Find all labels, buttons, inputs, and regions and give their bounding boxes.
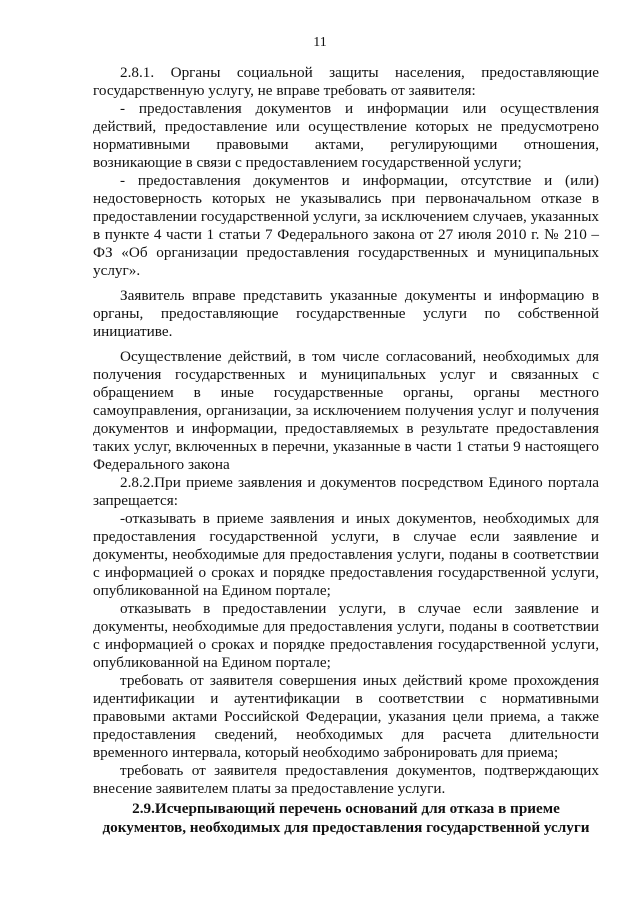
paragraph-list-item: - предоставления документов и информации или осуществления действий, предоставление или осуществление которых не предусмотрено нормативными правовыми актами, регулирующими отношения, возникающие в связи с предоставлением государственной услуги; [93, 100, 599, 171]
section-heading-2-9: 2.9.Исчерпывающий перечень оснований для отказа в приеме документов, необходимых для предоставления государственной услуги [102, 800, 590, 836]
paragraph-2-8-1: 2.8.1. Органы социальной защиты населения, предоставляющие государственную услугу, не вправе требовать от заявителя: [93, 64, 599, 99]
paragraph-actions: Осуществление действий, в том числе согласований, необходимых для получения государственных и муниципальных услуг и связанных с обращением в иные государственные органы, органы местного самоуправления, организации, за исключением получения услуг и получения документов и информации, предоставляемых в результате предоставления таких услуг, включенных в перечни, указанные в части 1 статьи 9 настоящего Федерального закона [93, 348, 599, 473]
paragraph-applicant-right: Заявитель вправе представить указанные документы и информацию в органы, предоставляющие государственные услуги по собственной инициативе. [93, 287, 599, 340]
paragraph-2-8-2: 2.8.2.При приеме заявления и документов посредством Единого портала запрещается: [93, 474, 599, 509]
page-number: 11 [313, 35, 327, 50]
paragraph-list-item: требовать от заявителя предоставления документов, подтверждающих внесение заявителем платы за предоставление услуги. [93, 762, 599, 797]
paragraph-list-item: требовать от заявителя совершения иных действий кроме прохождения идентификации и аутентификации в соответствии с нормативными правовыми актами Российской Федерации, указания цели приема, а также предоставления сведений, необходимых для расчета длительности временного интервала, который необходимо забронировать для приема; [93, 672, 599, 761]
paragraph-list-item: -отказывать в приеме заявления и иных документов, необходимых для предоставления государственной услуги, в случае если заявление и документы, необходимые для предоставления услуги, поданы в соответствии с информацией о сроках и порядке предоставления государственной услуги, опубликованной на Едином портале; [93, 510, 599, 599]
paragraph-list-item: отказывать в предоставлении услуги, в случае если заявление и документы, необходимые для предоставления услуги, поданы в соответствии с информацией о сроках и порядке предоставления государственной услуги, опубликованной на Едином портале; [93, 600, 599, 671]
paragraph-list-item: - предоставления документов и информации, отсутствие и (или) недостоверность которых не указывались при первоначальном отказе в предоставлении государственной услуги, за исключением случаев, указанных в пункте 4 части 1 статьи 7 Федерального закона от 27 июля 2010 г. № 210 – ФЗ «Об организации предоставления государственных и муниципальных услуг». [93, 172, 599, 279]
document-body [93, 64, 599, 798]
